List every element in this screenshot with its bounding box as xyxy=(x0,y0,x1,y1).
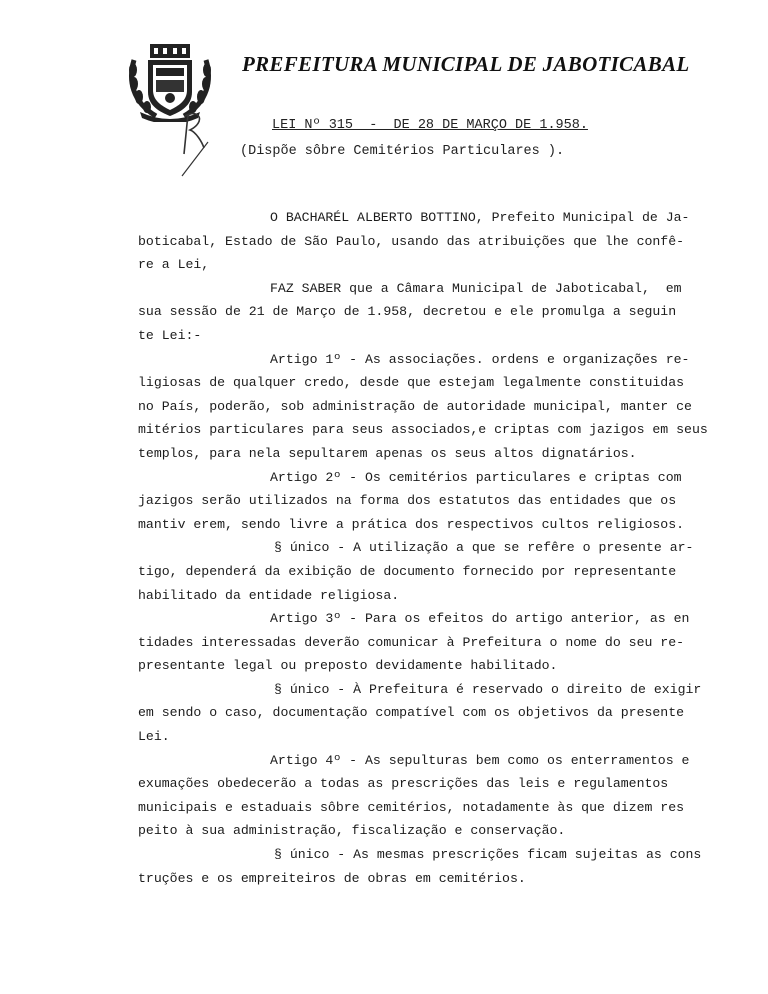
article-3-heading: Artigo 3º - Para os efeitos do artigo anterior, as en xyxy=(270,611,690,627)
body-line: boticabal, Estado de São Paulo, usando das atribuições que lhe confê- xyxy=(138,233,685,249)
body-line: re a Lei, xyxy=(138,257,210,273)
body-line: ligiosas de qualquer credo, desde que estejam legalmente constituidas xyxy=(138,375,685,391)
body-line: tidades interessadas deverão comunicar à Prefeitura o nome do seu re- xyxy=(138,634,685,650)
body-line: sua sessão de 21 de Março de 1.958, decretou e ele promulga a seguin xyxy=(138,304,677,320)
law-body xyxy=(138,206,713,890)
article-2-heading: Artigo 2º - Os cemitérios particulares e criptas com xyxy=(270,469,682,485)
body-line: tigo, dependerá da exibição de documento fornecido por representante xyxy=(138,563,677,579)
body-line: peito à sua administração, fiscalização e conservação. xyxy=(138,823,566,839)
handwritten-margin-mark xyxy=(176,108,226,180)
paragraph-single: § único - A utilização a que se refêre o presente ar- xyxy=(274,540,694,556)
law-title: LEI Nº 315 - DE 28 DE MARÇO DE 1.958. xyxy=(272,118,588,133)
body-line: presentante legal ou preposto devidamente habilitado. xyxy=(138,658,558,674)
paragraph-single: § único - À Prefeitura é reservado o direito de exigir xyxy=(274,681,702,697)
body-line: templos, para nela sepultarem apenas os seus altos dignatários. xyxy=(138,445,637,461)
article-1-heading: Artigo 1º - As associações. ordens e organizações re- xyxy=(270,351,690,367)
body-line: exumações obedecerão a todas as prescrições das leis e regulamentos xyxy=(138,776,669,792)
body-line: Lei. xyxy=(138,729,170,745)
body-line: municipais e estaduais sôbre cemitérios, notadamente às que dizem res xyxy=(138,799,685,815)
body-line: no País, poderão, sob administração de autoridade municipal, manter ce xyxy=(138,398,692,414)
law-subtitle: (Dispõe sôbre Cemitérios Particulares ). xyxy=(240,144,565,159)
article-4-heading: Artigo 4º - As sepulturas bem como os enterramentos e xyxy=(270,752,690,768)
body-line: mantiv erem, sendo livre a prática dos respectivos cultos religiosos. xyxy=(138,516,685,532)
body-line: em sendo o caso, documentação compatível com os objetivos da presente xyxy=(138,705,685,721)
body-line: truções e os empreiteiros de obras em cemitérios. xyxy=(138,870,526,886)
body-line: O BACHARÉL ALBERTO BOTTINO, Prefeito Municipal de Ja- xyxy=(270,210,690,225)
body-line: habilitado da entidade religiosa. xyxy=(138,587,400,603)
body-line: jazigos serão utilizados na forma dos estatutos das entidades que os xyxy=(138,493,677,509)
body-line: FAZ SABER que a Câmara Municipal de Jaboticabal, em xyxy=(270,280,682,296)
body-line: te Lei:- xyxy=(138,327,202,343)
page-title: PREFEITURA MUNICIPAL DE JABOTICABAL xyxy=(242,52,690,76)
body-line: mitérios particulares para seus associados,e criptas com jazigos em seus xyxy=(138,422,708,438)
paragraph-single: § único - As mesmas prescrições ficam sujeitas as cons xyxy=(274,847,702,863)
